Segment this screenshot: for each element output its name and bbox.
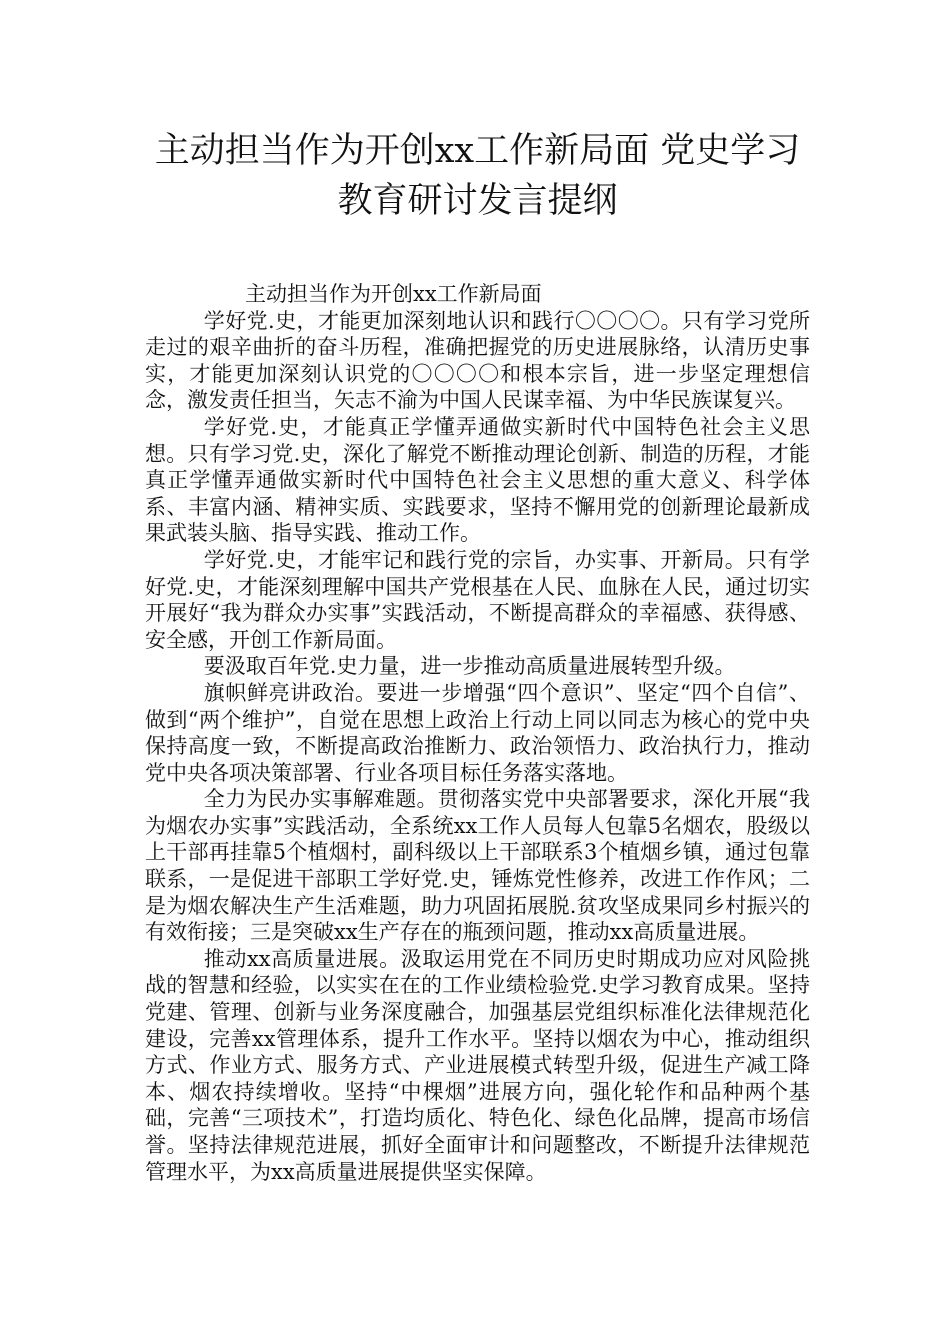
document-title: 主动担当作为开创xx工作新局面 党史学习教育研讨发言提纲 <box>154 131 801 221</box>
body-paragraph: 旗帜鲜亮讲政治。要进一步增强“四个意识”、坚定“四个自信”、做到“两个维护”，自觉在思想上政治上行动上同以同志为核心的党中央保持高度一致，不断提高政治推断力、政治领悟力、政治执行力，推动党中央各项决策部署、行业各项目标任务落实落地。 <box>145 680 810 785</box>
document-body <box>145 308 810 1186</box>
body-paragraph: 学好党.史，才能真正学懂弄通做实新时代中国特色社会主义思想。只有学习党.史，深化了解党不断推动理论创新、制造的历程，才能真正学懂弄通做实新时代中国特色社会主义思想的重大意义、科学体系、丰富内涵、精神实质、实践要求，坚持不懈用党的创新理论最新成果武装头脑、指导实践、推动工作。 <box>145 414 810 546</box>
document-subtitle: 主动担当作为开创xx工作新局面 <box>245 282 542 306</box>
body-paragraph: 学好党.史，才能牢记和践行党的宗旨，办实事、开新局。只有学好党.史，才能深刻理解中国共产党根基在人民、血脉在人民，通过切实开展好“我为群众办实事”实践活动，不断提高群众的幸福感、获得感、安全感，开创工作新局面。 <box>145 547 810 652</box>
body-paragraph: 要汲取百年党.史力量，进一步推动高质量进展转型升级。 <box>203 654 736 679</box>
body-paragraph: 全力为民办实事解难题。贯彻落实党中央部署要求，深化开展“我为烟农办实事”实践活动，全系统xx工作人员每人包靠5名烟农，股级以上干部再挂靠5个植烟村，副科级以上干部联系3个植烟乡镇，通过包靠联系，一是促进干部职工学好党.史，锤炼党性修养，改进工作作风；二是为烟农解决生产生活难题，助力巩固拓展脱.贫攻坚成果同乡村振兴的有效衔接；三是突破xx生产存在的瓶颈问题，推动xx高质量进展。 <box>145 787 810 945</box>
body-paragraph: 推动xx高质量进展。汲取运用党在不同历史时期成功应对风险挑战的智慧和经验，以实实在在的工作业绩检验党.史学习教育成果。坚持党建、管理、创新与业务深度融合，加强基层党组织标准化法律规范化建设，完善xx管理体系，提升工作水平。坚持以烟农为中心，推动组织方式、作业方式、服务方式、产业进展模式转型升级，促进生产减工降本、烟农持续增收。坚持“中棵烟”进展方向，强化轮作和品种两个基础，完善“三项技术”，打造均质化、特色化、绿色化品牌，提高市场信誉。坚持法律规范进展，抓好全面审计和问题整改，不断提升法律规范管理水平，为xx高质量进展提供坚实保障。 <box>145 946 810 1184</box>
body-paragraph: 学好党.史，才能更加深刻地认识和践行〇〇〇〇。只有学习党所走过的艰辛曲折的奋斗历程，准确把握党的历史进展脉络，认清历史事实，才能更加深刻认识党的〇〇〇〇和根本宗旨，进一步坚定理想信念，激发责任担当，矢志不渝为中国人民谋幸福、为中华民族谋复兴。 <box>145 308 810 413</box>
